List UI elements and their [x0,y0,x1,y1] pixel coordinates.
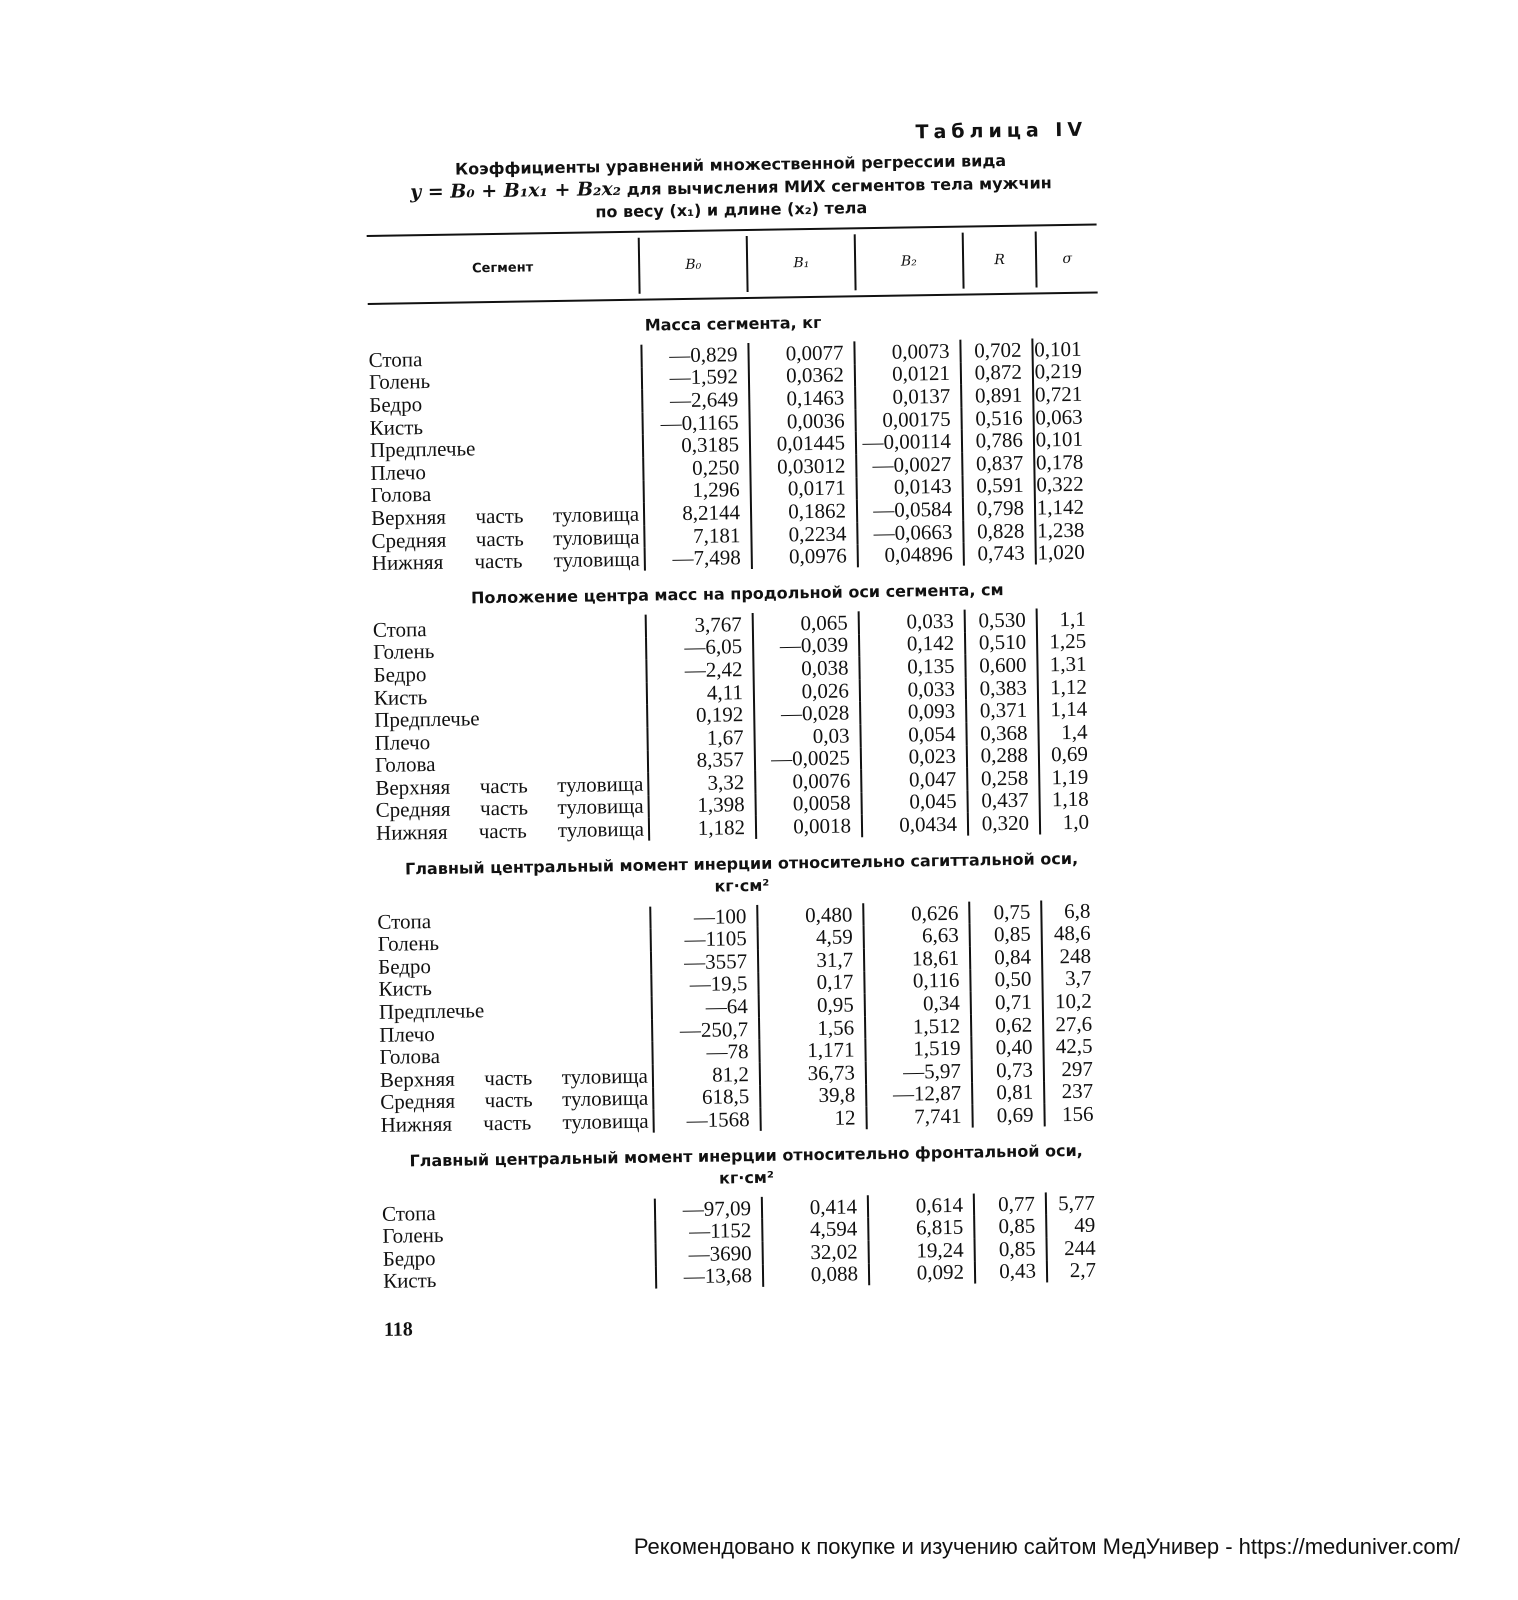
value-b0: 1,398 [647,794,754,818]
page-number: 118 [383,1318,413,1342]
value-r: 0,383 [965,676,1037,700]
value-b2: 0,054 [859,723,965,747]
segment-name: Верхняя часть туловища [370,501,640,530]
value-b2: 0,142 [858,632,964,656]
value-b0: 0,3185 [642,433,749,457]
value-sigma: 0,063 [1032,405,1092,429]
value-b1: 0,1463 [748,387,854,411]
value-sigma: 42,5 [1042,1035,1102,1059]
section-title: Масса сегмента, кг [644,312,822,335]
segment-name: Предплечье [374,706,480,733]
value-b1: 31,7 [757,948,863,972]
value-b1: 0,038 [752,656,858,680]
segment-name: Нижняя часть туловища [380,1108,649,1137]
value-sigma: 0,219 [1032,360,1092,384]
value-b1: 0,0018 [755,815,861,839]
value-b2: 0,34 [864,992,970,1016]
value-b2: —0,0027 [855,453,961,477]
value-r: 0,85 [969,923,1041,947]
segment-name: Плечо [370,459,427,485]
value-sigma: 1,14 [1037,698,1097,722]
value-r: 0,62 [970,1013,1042,1037]
value-b1: 0,03012 [749,454,855,478]
segment-name: Голень [382,1223,444,1249]
value-b0: —1105 [650,927,757,951]
value-b1: 0,0058 [754,792,860,816]
value-b1: 36,73 [759,1061,865,1085]
value-b2: 0,092 [868,1261,974,1285]
value-b0: —6,05 [645,636,752,660]
value-r: 0,43 [974,1260,1046,1284]
segment-name: Голова [379,1044,441,1070]
value-r: 0,837 [961,452,1033,476]
value-b2: 1,512 [864,1014,970,1038]
table-caption [365,149,1096,227]
value-sigma: 0,101 [1031,338,1091,362]
value-b2: 0,04896 [857,543,963,567]
value-b1: 4,59 [757,926,863,950]
value-b0: —19,5 [650,973,757,997]
segment-name: Нижняя часть туловища [371,546,640,576]
value-sigma: 1,19 [1038,766,1098,790]
value-r: 0,516 [960,406,1032,430]
value-r: 0,73 [971,1059,1043,1083]
section-title: Главный центральный момент инерции относительно фронтальной оси, кг·см² [409,1140,1083,1188]
value-r: 0,510 [964,631,1036,655]
value-sigma: 0,69 [1038,743,1098,767]
section-title: Положение центра масс на продольной оси сегмента, см [470,579,1004,608]
value-r: 0,786 [961,429,1033,453]
value-sigma: 248 [1041,945,1101,969]
table-body [368,308,1113,1294]
table-section [368,308,1102,575]
segment-name: Бедро [382,1245,436,1271]
header-segment: Сегмент [471,259,534,276]
value-r: 0,891 [960,384,1032,408]
value-r: 0,371 [965,699,1037,723]
segment-name: Голень [373,639,435,665]
value-sigma: 297 [1043,1058,1103,1082]
value-b1: 0,17 [757,971,863,995]
value-b0: —1568 [652,1108,759,1132]
value-b1: 0,0362 [748,364,854,388]
segment-name: Бедро [377,953,432,979]
value-b1: 0,01445 [749,432,855,456]
value-b0: 8,357 [647,748,754,772]
value-r: 0,743 [963,542,1035,566]
value-b2: —12,87 [865,1082,971,1106]
book-page [365,119,1114,1343]
segment-name: Голень [377,931,440,957]
value-b1: 39,8 [759,1084,865,1108]
value-b2: 0,0137 [854,385,960,409]
value-r: 0,591 [961,474,1033,498]
value-b2: 0,0434 [861,813,967,837]
value-b2: 0,0073 [853,340,959,364]
value-sigma: 6,8 [1040,899,1100,923]
value-r: 0,702 [959,339,1031,363]
value-b0: 3,767 [645,613,752,637]
value-b2: 0,045 [860,790,966,814]
value-b1: 0,2234 [750,522,856,546]
value-r: 0,798 [962,497,1034,521]
value-r: 0,85 [973,1237,1045,1261]
value-b1: 0,026 [753,679,859,703]
segment-name-cell [376,818,648,845]
value-b0: —3557 [650,950,757,974]
value-sigma: 10,2 [1042,990,1102,1014]
value-sigma: 1,25 [1036,630,1096,654]
value-b2: 0,0121 [854,362,960,386]
value-sigma: 2,7 [1046,1259,1106,1283]
value-b1: 0,0036 [748,409,854,433]
table-section [376,847,1110,1136]
value-sigma: 0,178 [1033,451,1093,475]
value-sigma: 1,0 [1039,811,1099,835]
value-b0: 0,250 [642,456,749,480]
segment-name: Кисть [373,684,428,710]
value-r: 0,368 [965,721,1037,745]
value-r: 0,50 [969,968,1041,992]
value-b0: —250,7 [651,1018,758,1042]
value-b1: —0,028 [753,702,859,726]
value-b0: —7,498 [644,546,751,570]
value-b1: —0,0025 [754,747,860,771]
value-b1: 0,0076 [754,769,860,793]
value-b1: 0,03 [753,724,859,748]
value-b1: 0,065 [752,611,858,635]
value-b2: —0,0584 [856,498,962,522]
header-b1: B₁ [746,234,854,292]
value-sigma: 49 [1045,1214,1105,1238]
value-b2: 0,047 [860,768,966,792]
value-b0: —13,68 [655,1265,762,1289]
value-b1: —0,039 [752,634,858,658]
value-sigma: 3,7 [1041,967,1101,991]
value-b1: 0,480 [756,903,862,927]
value-b2: —0,00114 [855,430,961,454]
segment-name: Голова [370,482,432,508]
value-r: 0,81 [971,1081,1043,1105]
value-b1: 0,088 [762,1263,868,1287]
value-b2: 0,135 [858,655,964,679]
value-b2: 1,519 [864,1037,970,1061]
value-sigma: 1,18 [1038,788,1098,812]
value-b2: 18,61 [863,947,969,971]
value-r: 0,77 [973,1192,1045,1216]
value-sigma: 1,31 [1036,653,1096,677]
value-r: 0,530 [964,608,1036,632]
value-r: 0,84 [969,946,1041,970]
value-r: 0,828 [962,519,1034,543]
value-b0: —2,42 [645,658,752,682]
value-r: 0,288 [966,744,1038,768]
value-b2: 0,093 [859,700,965,724]
value-b0: 7,181 [643,524,750,548]
value-b2: 0,00175 [854,407,960,431]
value-b2: 0,023 [860,745,966,769]
value-r: 0,437 [966,789,1038,813]
value-b0: —3690 [655,1242,762,1266]
segment-name: Бедро [373,662,427,687]
value-sigma: 156 [1043,1103,1103,1127]
segment-name: Кисть [369,414,424,440]
value-r: 0,85 [973,1215,1045,1239]
value-r: 0,71 [970,991,1042,1015]
table-label: Таблица IV [915,118,1088,144]
value-b0: —0,829 [640,343,747,367]
value-b2: —5,97 [865,1060,971,1084]
value-sigma: 1,1 [1036,608,1096,632]
table-section [372,577,1106,844]
segment-name: Верхняя часть туловища [375,771,644,800]
value-sigma: 1,4 [1037,720,1097,744]
segment-name: Предплечье [378,998,485,1024]
value-b1: 0,95 [758,994,864,1018]
value-b2: 19,24 [868,1239,974,1263]
segment-name: Кисть [378,976,433,1002]
value-b1: 0,0077 [747,341,853,365]
value-b2: 0,614 [867,1193,973,1217]
table-section [381,1139,1113,1293]
segment-name: Плечо [374,729,431,755]
value-b1: 0,0171 [750,477,856,501]
value-b0: 1,182 [648,816,755,840]
segment-name-cell [383,1266,655,1293]
value-sigma: 0,322 [1033,473,1093,497]
segment-name: Бедро [369,392,423,417]
value-b2: 0,033 [859,677,965,701]
value-b2: 0,0143 [856,475,962,499]
segment-name: Средняя часть туловища [380,1086,649,1115]
value-b2: —0,0663 [856,520,962,544]
value-sigma: 1,142 [1034,496,1094,520]
value-b1: 32,02 [762,1240,868,1264]
value-b0: —2,649 [641,388,748,412]
value-b2: 7,741 [865,1105,971,1129]
segment-name: Стопа [372,616,427,642]
header-r: R [961,231,1036,288]
value-b1: 0,1862 [750,499,856,523]
value-b2: 0,626 [862,901,968,925]
value-b0: —0,1165 [641,411,748,435]
segment-name: Плечо [379,1021,435,1047]
segment-name: Голень [368,369,431,395]
value-sigma: 0,721 [1032,383,1092,407]
caption-line-2-text: для вычисления МИХ сегментов тела мужчин [626,173,1052,199]
value-sigma: 5,77 [1045,1191,1105,1215]
segment-name: Средняя часть туловища [375,794,644,823]
value-r: 0,872 [960,361,1032,385]
value-b2: 6,63 [863,924,969,948]
value-b0: —100 [649,905,756,929]
value-b0: 3,32 [647,771,754,795]
value-sigma: 48,6 [1041,922,1101,946]
value-b2: 6,815 [867,1216,973,1240]
segment-name: Стопа [368,346,423,372]
value-r: 0,40 [970,1036,1042,1060]
value-b0: —1152 [654,1219,761,1243]
segment-name: Голова [374,752,436,778]
header-b0: B₀ [638,236,747,294]
value-r: 0,320 [967,812,1039,836]
caption-line-3: по весу (x₁) и длине (x₂) тела [595,198,868,222]
segment-name: Предплечье [369,436,476,463]
value-b2: 0,033 [858,610,964,634]
table-header [367,224,1098,305]
value-sigma: 27,6 [1042,1012,1102,1036]
value-b1: 4,594 [761,1218,867,1242]
segment-name: Верхняя часть туловища [379,1063,649,1092]
value-b0: 4,11 [646,681,753,705]
value-sigma: 1,12 [1037,675,1097,699]
footer-recommendation: Рекомендовано к покупке и изучению сайтом МедУнивер - https://meduniver.com/ [633,1534,1460,1559]
value-b0: —97,09 [654,1197,761,1221]
header-b2: B₂ [854,233,962,291]
value-b0: 0,192 [646,703,753,727]
value-b1: 0,0976 [751,545,857,569]
value-b0: 8,2144 [643,501,750,525]
value-sigma: 237 [1043,1080,1103,1104]
value-b0: 618,5 [652,1086,759,1110]
segment-name: Нижняя часть туловища [375,816,645,845]
regression-formula: y = B₀ + B₁x₁ + B₂x₂ [409,177,622,204]
segment-name: Стопа [377,908,432,934]
value-b1: 12 [759,1106,865,1130]
value-b0: 1,67 [646,726,753,750]
value-b1: 1,171 [758,1039,864,1063]
segment-name-cell [380,1110,652,1137]
value-b1: 1,56 [758,1016,864,1040]
segment-name: Стопа [381,1200,436,1226]
value-b0: 81,2 [652,1063,759,1087]
segment-name: Кисть [382,1268,437,1294]
value-sigma: 244 [1045,1237,1105,1261]
value-b2: 0,116 [863,969,969,993]
value-b0: 1,296 [643,479,750,503]
value-b0: —1,592 [641,366,748,390]
value-sigma: 0,101 [1033,428,1093,452]
caption-line-1: Коэффициенты уравнений множественной регрессии вида [454,150,1007,179]
value-sigma: 1,020 [1035,541,1095,565]
value-r: 0,258 [966,767,1038,791]
segment-name-cell [372,548,644,575]
value-r: 0,600 [964,654,1036,678]
value-b1: 0,414 [761,1195,867,1219]
value-b0: —64 [651,995,758,1019]
segment-name: Средняя часть туловища [371,524,640,553]
value-r: 0,75 [968,900,1040,924]
value-r: 0,69 [971,1104,1043,1128]
section-title: Главный центральный момент инерции относительно сагиттальной оси, кг·см² [404,848,1079,896]
value-sigma: 1,238 [1034,518,1094,542]
value-b0: —78 [651,1040,758,1064]
header-sigma: σ [1035,231,1098,288]
